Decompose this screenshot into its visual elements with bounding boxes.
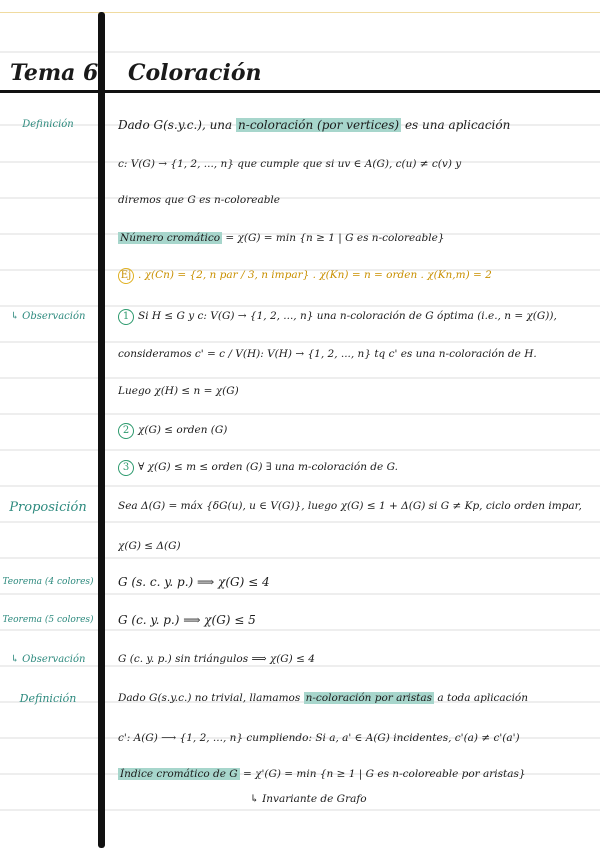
obs2-line (118, 423, 592, 439)
def2-line-b: c': A(G) ⟶ {1, 2, ..., n} cumpliendo: Si a, a' ∈ A(G) incidentes, c'(a) ≠ c'(a') (118, 732, 520, 744)
obs1-line-c: Luego χ(H) ≤ n = χ(G) (118, 385, 239, 397)
def1-a-post: es una aplicación (404, 118, 511, 132)
obs1-line-a (118, 309, 592, 325)
margin-line (98, 12, 105, 848)
tema-title: Tema 6 (10, 60, 99, 86)
page-title: Coloración (128, 60, 262, 86)
obs3-text: ∀ χ(G) ≤ m ≤ orden (G) ∃ una m-coloración de G. (138, 461, 398, 473)
ejemplo-line (118, 268, 592, 284)
def1-a-highlight: n-coloración (por vertices) (238, 118, 400, 132)
obs2-marker: 2 (118, 423, 134, 439)
obs3-marker: 3 (118, 460, 134, 476)
label-observacion-2-text: Observación (22, 654, 86, 665)
def2-a-pre: Dado G(s.y.c.) no trivial, llamamos (118, 692, 301, 704)
def2-a-post: a toda aplicación (437, 692, 529, 704)
label-observacion-1: ↳ Observación (10, 311, 86, 322)
obs-b-line: G (c. y. p.) sin triángulos ⟹ χ(G) ≤ 4 (118, 653, 315, 665)
num-cromatico-line (118, 232, 592, 244)
label-definicion-1: Definición (22, 119, 74, 130)
ejemplo-text: . χ(Cn) = {2, n par / 3, n impar} . χ(Kn) = n = orden . χ(Kn,m) = 2 (138, 269, 492, 281)
indice-rest: = χ'(G) = min {n ≥ 1 | G es n-coloreable por aristas} (239, 768, 526, 780)
def1-line-b: c: V(G) → {1, 2, ..., n} que cumple que si uv ∈ A(G), c(u) ≠ c(v) y (118, 158, 462, 170)
obs1-line-b: consideramos c' = c / V(H): V(H) → {1, 2, ..., n} tq c' es una n-coloración de H. (118, 348, 537, 360)
top-rule (0, 12, 600, 13)
def1-line-a (118, 118, 592, 132)
num-cromatico-highlight: Número cromático (120, 232, 221, 244)
label-proposicion: Proposición (9, 500, 87, 515)
def1-line-c: diremos que G es n-coloreable (118, 194, 280, 206)
def2-a-highlight: n-coloración por aristas (305, 692, 433, 704)
num-cromatico-rest: = χ(G) = min {n ≥ 1 | G es n-coloreable} (222, 232, 445, 244)
teo4-line: G (s. c. y. p.) ⟹ χ(G) ≤ 4 (118, 575, 270, 589)
indice-line (118, 768, 592, 780)
label-observacion-2: ↳ Observación (10, 654, 86, 665)
prop-line-a: Sea Δ(G) = máx {δG(u), u ∈ V(G)}, luego χ(G) ≤ 1 + Δ(G) si G ≠ Kp, ciclo orden impar, (118, 500, 582, 512)
obs1-marker: 1 (118, 309, 134, 325)
label-definicion-2: Definición (19, 692, 77, 705)
prop-line-b: χ(G) ≤ Δ(G) (118, 540, 181, 552)
def2-line-a (118, 692, 592, 704)
label-teorema-5: Teorema (5 colores) (2, 615, 94, 625)
invariante-line: ↳ Invariante de Grafo (250, 793, 367, 805)
ejemplo-marker: Ej (118, 268, 134, 284)
header-rule (0, 90, 600, 93)
obs2-text: χ(G) ≤ orden (G) (138, 424, 228, 436)
obs1-a-text: Si H ≤ G y c: V(G) → {1, 2, ..., n} una n-coloración de G óptima (i.e., n = χ(G)), (138, 310, 557, 322)
def1-a-pre: Dado G(s.y.c.), una (118, 118, 233, 132)
indice-highlight: Índice cromático de G (120, 768, 238, 780)
teo5-line: G (c. y. p.) ⟹ χ(G) ≤ 5 (118, 613, 256, 627)
label-teorema-4: Teorema (4 colores) (2, 577, 94, 587)
label-observacion-1-text: Observación (22, 311, 86, 322)
obs3-line (118, 460, 592, 476)
